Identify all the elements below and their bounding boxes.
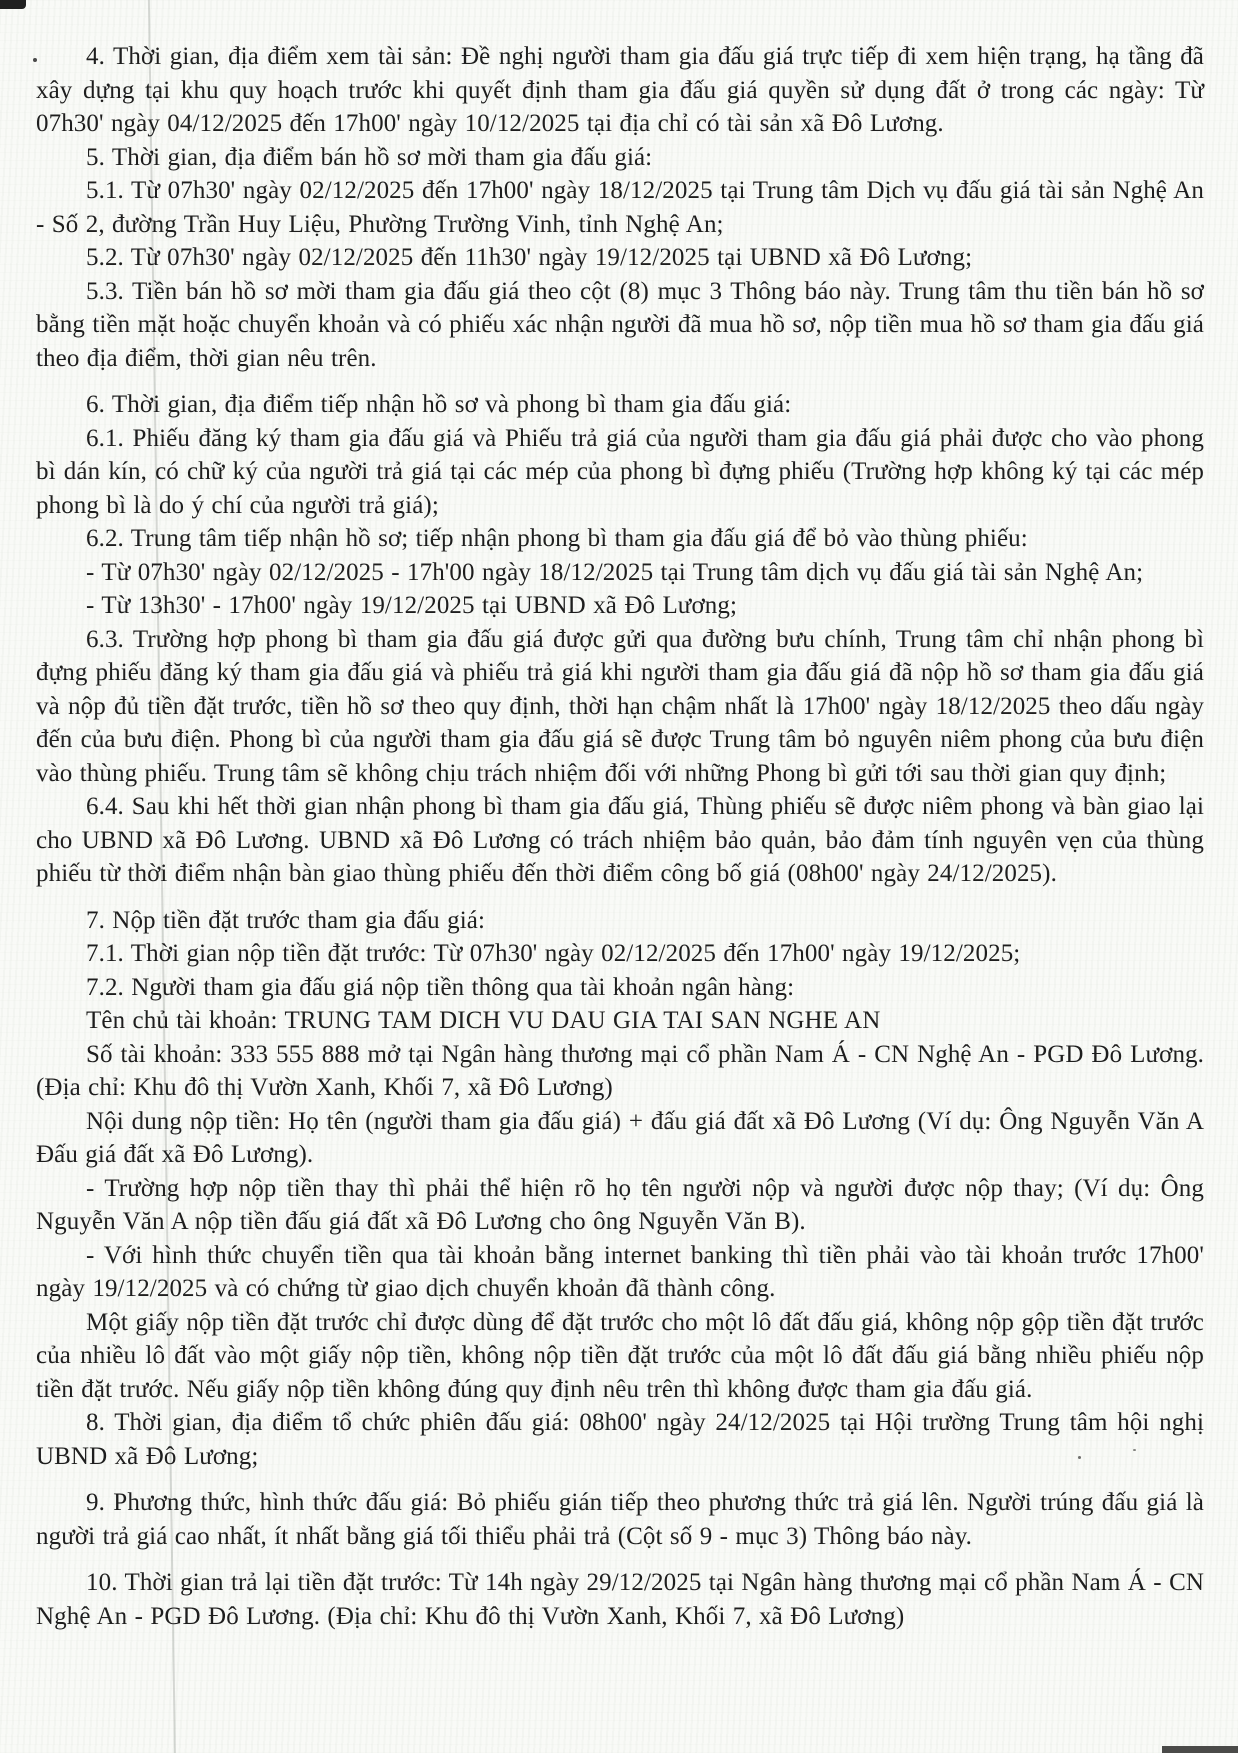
paragraph-8-auction-session: 8. Thời gian, địa điểm tổ chức phiên đấu giá: 08h00' ngày 24/12/2025 tại Hội trường Trung tâm hội nghị UBND xã Đô Lương;: [36, 1409, 1204, 1470]
transfer-content-line: Nội dung nộp tiền: Họ tên (người tham gia đấu giá) + đấu giá đất xã Đô Lương (Ví dụ: Ông Nguyễn Văn A Đấu giá đất xã Đô Lương).: [36, 1107, 1204, 1168]
paragraph-7-deposit-heading: 7. Nộp tiền đặt trước tham gia đấu giá:: [86, 906, 485, 934]
paragraph-5-2: 5.2. Từ 07h30' ngày 02/12/2025 đến 11h30' ngày 19/12/2025 tại UBND xã Đô Lương;: [86, 244, 973, 271]
paragraph-deposit-slip-rule: Một giấy nộp tiền đặt trước chỉ được dùng để đặt trước cho một lô đất đấu giá, không nộp gộp tiền đặt trước của nhiều lô đất vào một giấy nộp tiền, không nộp tiền đặt trước của một lô đất đấu giá bằng nhiều phiếu nộp tiền đặt trước. Nếu giấy nộp tiền không đúng quy định nêu trên thì không được tham gia đấu giá.: [36, 1308, 1204, 1403]
paragraph-6-1: 6.1. Phiếu đăng ký tham gia đấu giá và Phiếu trả giá của người tham gia đấu giá phải được cho vào phong bì dán kín, có chữ ký của người trả giá tại các mép của phong bì đựng phiếu (Trường hợp không ký tại các mép phong bì là do ý chí của người trả giá);: [36, 424, 1204, 519]
paragraph-7-2: 7.2. Người tham gia đấu giá nộp tiền thông qua tài khoản ngân hàng:: [86, 973, 795, 1001]
paragraph-5-3: 5.3. Tiền bán hồ sơ mời tham gia đấu giá theo cột (8) mục 3 Thông báo này. Trung tâm thu tiền bán hồ sơ bằng tiền mặt hoặc chuyển khoản và có phiếu xác nhận người đã mua hồ sơ, nộp tiền mua hồ sơ tham gia đấu giá theo địa điểm, thời gian nêu trên.: [36, 277, 1204, 372]
paragraph-6-2: 6.2. Trung tâm tiếp nhận hồ sơ; tiếp nhận phong bì tham gia đấu giá để bỏ vào thùng phiếu:: [86, 525, 1028, 552]
account-holder-line: Tên chủ tài khoản: TRUNG TAM DICH VU DAU GIA TAI SAN NGHE AN: [86, 1007, 881, 1034]
paragraph-6-envelope-heading: 6. Thời gian, địa điểm tiếp nhận hồ sơ và phong bì tham gia đấu giá:: [86, 391, 792, 418]
paragraph-5-1: 5.1. Từ 07h30' ngày 02/12/2025 đến 17h00' ngày 18/12/2025 tại Trung tâm Dịch vụ đấu giá tài sản Nghệ An - Số 2, đường Trần Huy Liệu, Phường Trường Vinh, tỉnh Nghệ An;: [36, 177, 1204, 238]
scan-corner-mark-artifact: [0, 0, 26, 9]
scan-bottom-edge-artifact: [1162, 1746, 1238, 1753]
bullet-internet-banking: - Với hình thức chuyển tiền qua tài khoản bằng internet banking thì tiền phải vào tài khoản trước 17h00' ngày 19/12/2025 và có chứng từ giao dịch chuyển khoản đã thành công.: [36, 1241, 1204, 1302]
paragraph-5-dossier-sale-heading: 5. Thời gian, địa điểm bán hồ sơ mời tham gia đấu giá:: [86, 143, 653, 171]
account-number-line: Số tài khoản: 333 555 888 mở tại Ngân hàng thương mại cổ phần Nam Á - CN Nghệ An - PGD Đô Lương. (Địa chỉ: Khu đô thị Vườn Xanh, Khối 7, xã Đô Lương): [36, 1040, 1204, 1101]
bullet-pay-on-behalf: - Trường hợp nộp tiền thay thì phải thể hiện rõ họ tên người nộp và người được nộp thay; (Ví dụ: Ông Nguyễn Văn A nộp tiền đấu giá đất xã Đô Lương cho ông Nguyễn Văn B).: [36, 1174, 1204, 1235]
paragraph-6-4: 6.4. Sau khi hết thời gian nhận phong bì tham gia đấu giá, Thùng phiếu sẽ được niêm phong và bàn giao lại cho UBND xã Đô Lương. UBND xã Đô Lương có trách nhiệm bảo quản, bảo đảm tính nguyên vẹn của thùng phiếu từ thời điểm nhận bàn giao thùng phiếu đến thời điểm công bố giá (08h00' ngày 24/12/2025).: [36, 793, 1204, 887]
bullet-6-2-center-schedule: - Từ 07h30' ngày 02/12/2025 - 17h'00 ngày 18/12/2025 tại Trung tâm dịch vụ đấu giá tài sản Nghệ An;: [86, 558, 1144, 586]
document-body: [36, 40, 1204, 1633]
paragraph-6-3: 6.3. Trường hợp phong bì tham gia đấu giá được gửi qua đường bưu chính, Trung tâm chỉ nhận phong bì đựng phiếu đăng ký tham gia đấu giá và phiếu trả giá khi người tham gia đấu giá đã nộp hồ sơ tham gia đấu giá và nộp đủ tiền đặt trước, tiền hồ sơ theo quy định, thời hạn chậm nhất là 17h00' ngày 18/12/2025 theo dấu ngày đến của bưu điện. Phong bì của người tham gia đấu giá sẽ được Trung tâm bỏ nguyên niêm phong của bưu điện vào thùng phiếu. Trung tâm sẽ không chịu trách nhiệm đối với những Phong bì gửi tới sau thời gian quy định;: [36, 625, 1204, 787]
bullet-6-2-commune-schedule: - Từ 13h30' - 17h00' ngày 19/12/2025 tại UBND xã Đô Lương;: [86, 592, 738, 619]
paragraph-7-1: 7.1. Thời gian nộp tiền đặt trước: Từ 07h30' ngày 02/12/2025 đến 17h00' ngày 19/12/2025;: [86, 940, 1021, 967]
paragraph-10-deposit-refund: 10. Thời gian trả lại tiền đặt trước: Từ 14h ngày 29/12/2025 tại Ngân hàng thương mại cổ phần Nam Á - CN Nghệ An - PGD Đô Lương. (Địa chỉ: Khu đô thị Vườn Xanh, Khối 7, xã Đô Lương): [36, 1569, 1204, 1630]
paragraph-9-auction-method: 9. Phương thức, hình thức đấu giá: Bỏ phiếu gián tiếp theo phương thức trả giá lên. Người trúng đấu giá là người trả giá cao nhất, ít nhất bằng giá tối thiểu phải trả (Cột số 9 - mục 3) Thông báo này.: [36, 1489, 1204, 1550]
paragraph-4-view-assets: 4. Thời gian, địa điểm xem tài sản: Đề nghị người tham gia đấu giá trực tiếp đi xem hiện trạng, hạ tầng đã xây dựng tại khu quy hoạch trước khi quyết định tham gia đấu giá quyền sử dụng đất ở trong các ngày: Từ 07h30' ngày 04/12/2025 đến 17h00' ngày 10/12/2025 tại địa chỉ có tài sản xã Đô Lương.: [36, 43, 1204, 137]
